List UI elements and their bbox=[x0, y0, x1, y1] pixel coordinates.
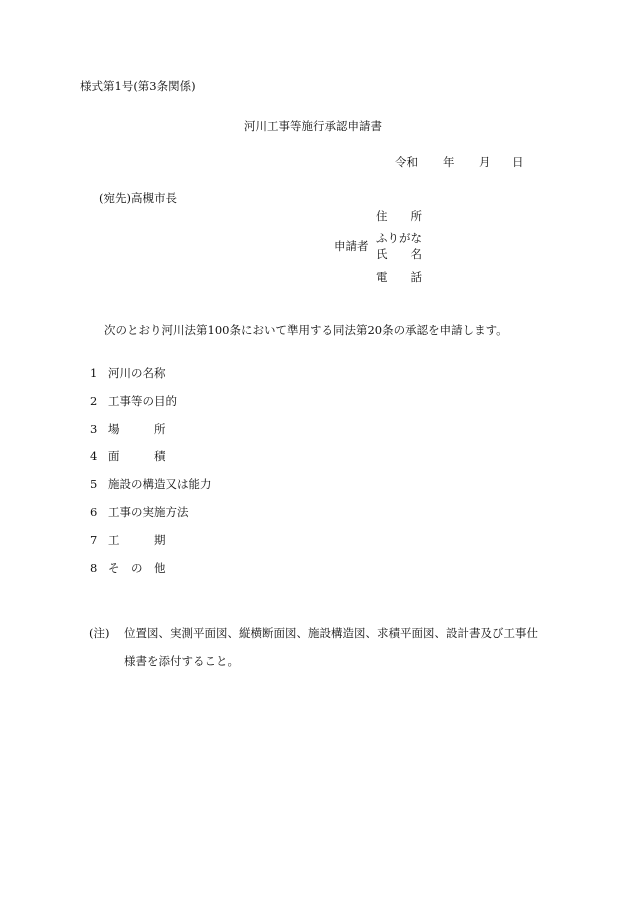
applicant-phone-label: 電 話 bbox=[376, 270, 422, 284]
form-title: 河川工事等施行承認申請書 bbox=[244, 119, 382, 133]
date-era: 令和 bbox=[395, 155, 418, 169]
item-label: 場 所 bbox=[108, 422, 166, 436]
item-label: 施設の構造又は能力 bbox=[108, 477, 212, 491]
applicant-name-label: 氏 名 bbox=[376, 247, 422, 261]
item-number: 3 bbox=[90, 422, 98, 436]
form-id: 様式第1号(第3条関係) bbox=[80, 79, 196, 93]
note-line-2: 様書を添付すること。 bbox=[124, 654, 239, 668]
date-day: 日 bbox=[512, 155, 524, 169]
applicant-label: 申請者 bbox=[334, 239, 369, 253]
item-number: 4 bbox=[90, 449, 98, 463]
addressee: (宛先)高槻市長 bbox=[99, 191, 177, 205]
item-number: 1 bbox=[90, 366, 98, 380]
item-label: 工事の実施方法 bbox=[108, 505, 189, 519]
statement: 次のとおり河川法第100条において準用する同法第20条の承認を申請します。 bbox=[104, 323, 508, 337]
note-line-1: 位置図、実測平面図、縦横断面図、施設構造図、求積平面図、設計書及び工事仕 bbox=[124, 626, 538, 640]
date-month: 月 bbox=[479, 155, 491, 169]
item-label: そ の 他 bbox=[108, 561, 166, 575]
applicant-address-label: 住 所 bbox=[376, 209, 422, 223]
item-number: 8 bbox=[90, 561, 98, 575]
note-mark: (注) bbox=[89, 626, 110, 640]
item-label: 面 積 bbox=[108, 449, 166, 463]
item-label: 工 期 bbox=[108, 533, 166, 547]
item-number: 6 bbox=[90, 505, 98, 519]
item-label: 工事等の目的 bbox=[108, 394, 177, 408]
date-year: 年 bbox=[443, 155, 455, 169]
item-number: 5 bbox=[90, 477, 98, 491]
item-label: 河川の名称 bbox=[108, 366, 166, 380]
applicant-furigana-label: ふりがな bbox=[376, 231, 422, 245]
item-number: 7 bbox=[90, 533, 98, 547]
item-number: 2 bbox=[90, 394, 98, 408]
